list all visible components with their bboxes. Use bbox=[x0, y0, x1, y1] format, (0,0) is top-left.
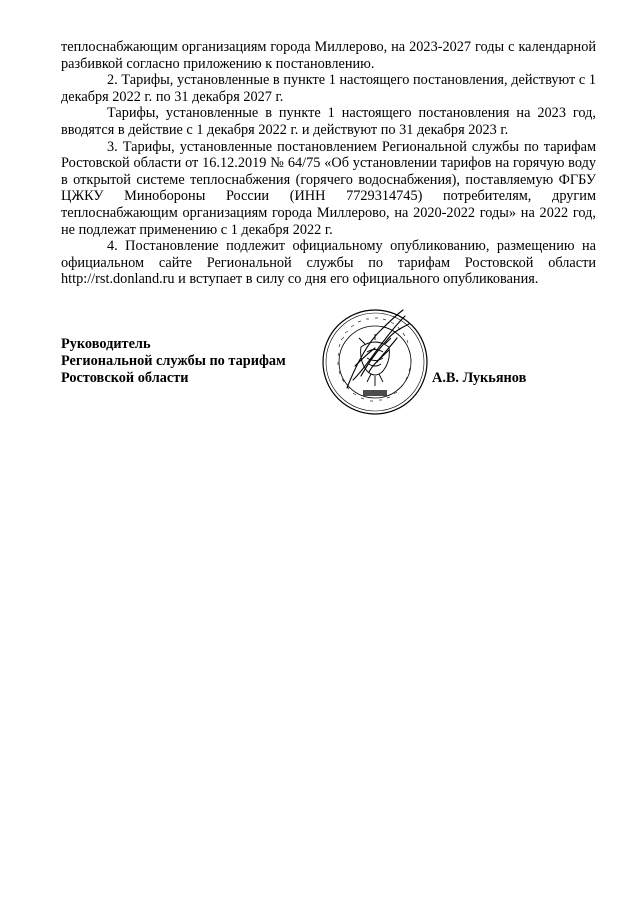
signatory-title-line-3: Ростовской области bbox=[61, 370, 189, 386]
paragraph-3: Тарифы, установленные в пункте 1 настоящего постановления на 2023 год, вводятся в действие с 1 декабря 2022 г. и действуют по 31 декабря 2023 г. bbox=[61, 105, 596, 138]
signature-block bbox=[61, 336, 601, 426]
paragraph-4: 3. Тарифы, установленные постановлением Региональной службы по тарифам Ростовской области от 16.12.2019 № 64/75 «Об установлении тарифов на горячую воду в открытой системе теплоснабжения (горячего водоснабжения), поставляемую ФГБУ ЦЖКУ Минобороны России (ИНН 7729314745) потребителям, другим теплоснабжающим организациям города Миллерово, на 2020-2022 годы» на 2022 год, не подлежат применению с 1 декабря 2022 г. bbox=[61, 138, 596, 238]
paragraph-2: 2. Тарифы, установленные в пункте 1 настоящего постановления, действуют с 1 декабря 2022 г. по 31 декабря 2027 г. bbox=[61, 72, 596, 105]
official-seal-icon bbox=[317, 302, 437, 422]
signatory-title-line-2: Региональной службы по тарифам bbox=[61, 353, 286, 369]
document-body bbox=[61, 39, 596, 288]
paragraph-1: теплоснабжающим организациям города Миллерово, на 2023-2027 годы с календарной разбивкой согласно приложению к постановлению. bbox=[61, 39, 596, 72]
signatory-name: А.В. Лукьянов bbox=[432, 370, 527, 386]
paragraph-5: 4. Постановление подлежит официальному опубликованию, размещению на официальном сайте Региональной службы по тарифам Ростовской области http://rst.donland.ru и вступает в силу со дня его официального опубликования. bbox=[61, 238, 596, 288]
signatory-title-line-1: Руководитель bbox=[61, 336, 151, 352]
